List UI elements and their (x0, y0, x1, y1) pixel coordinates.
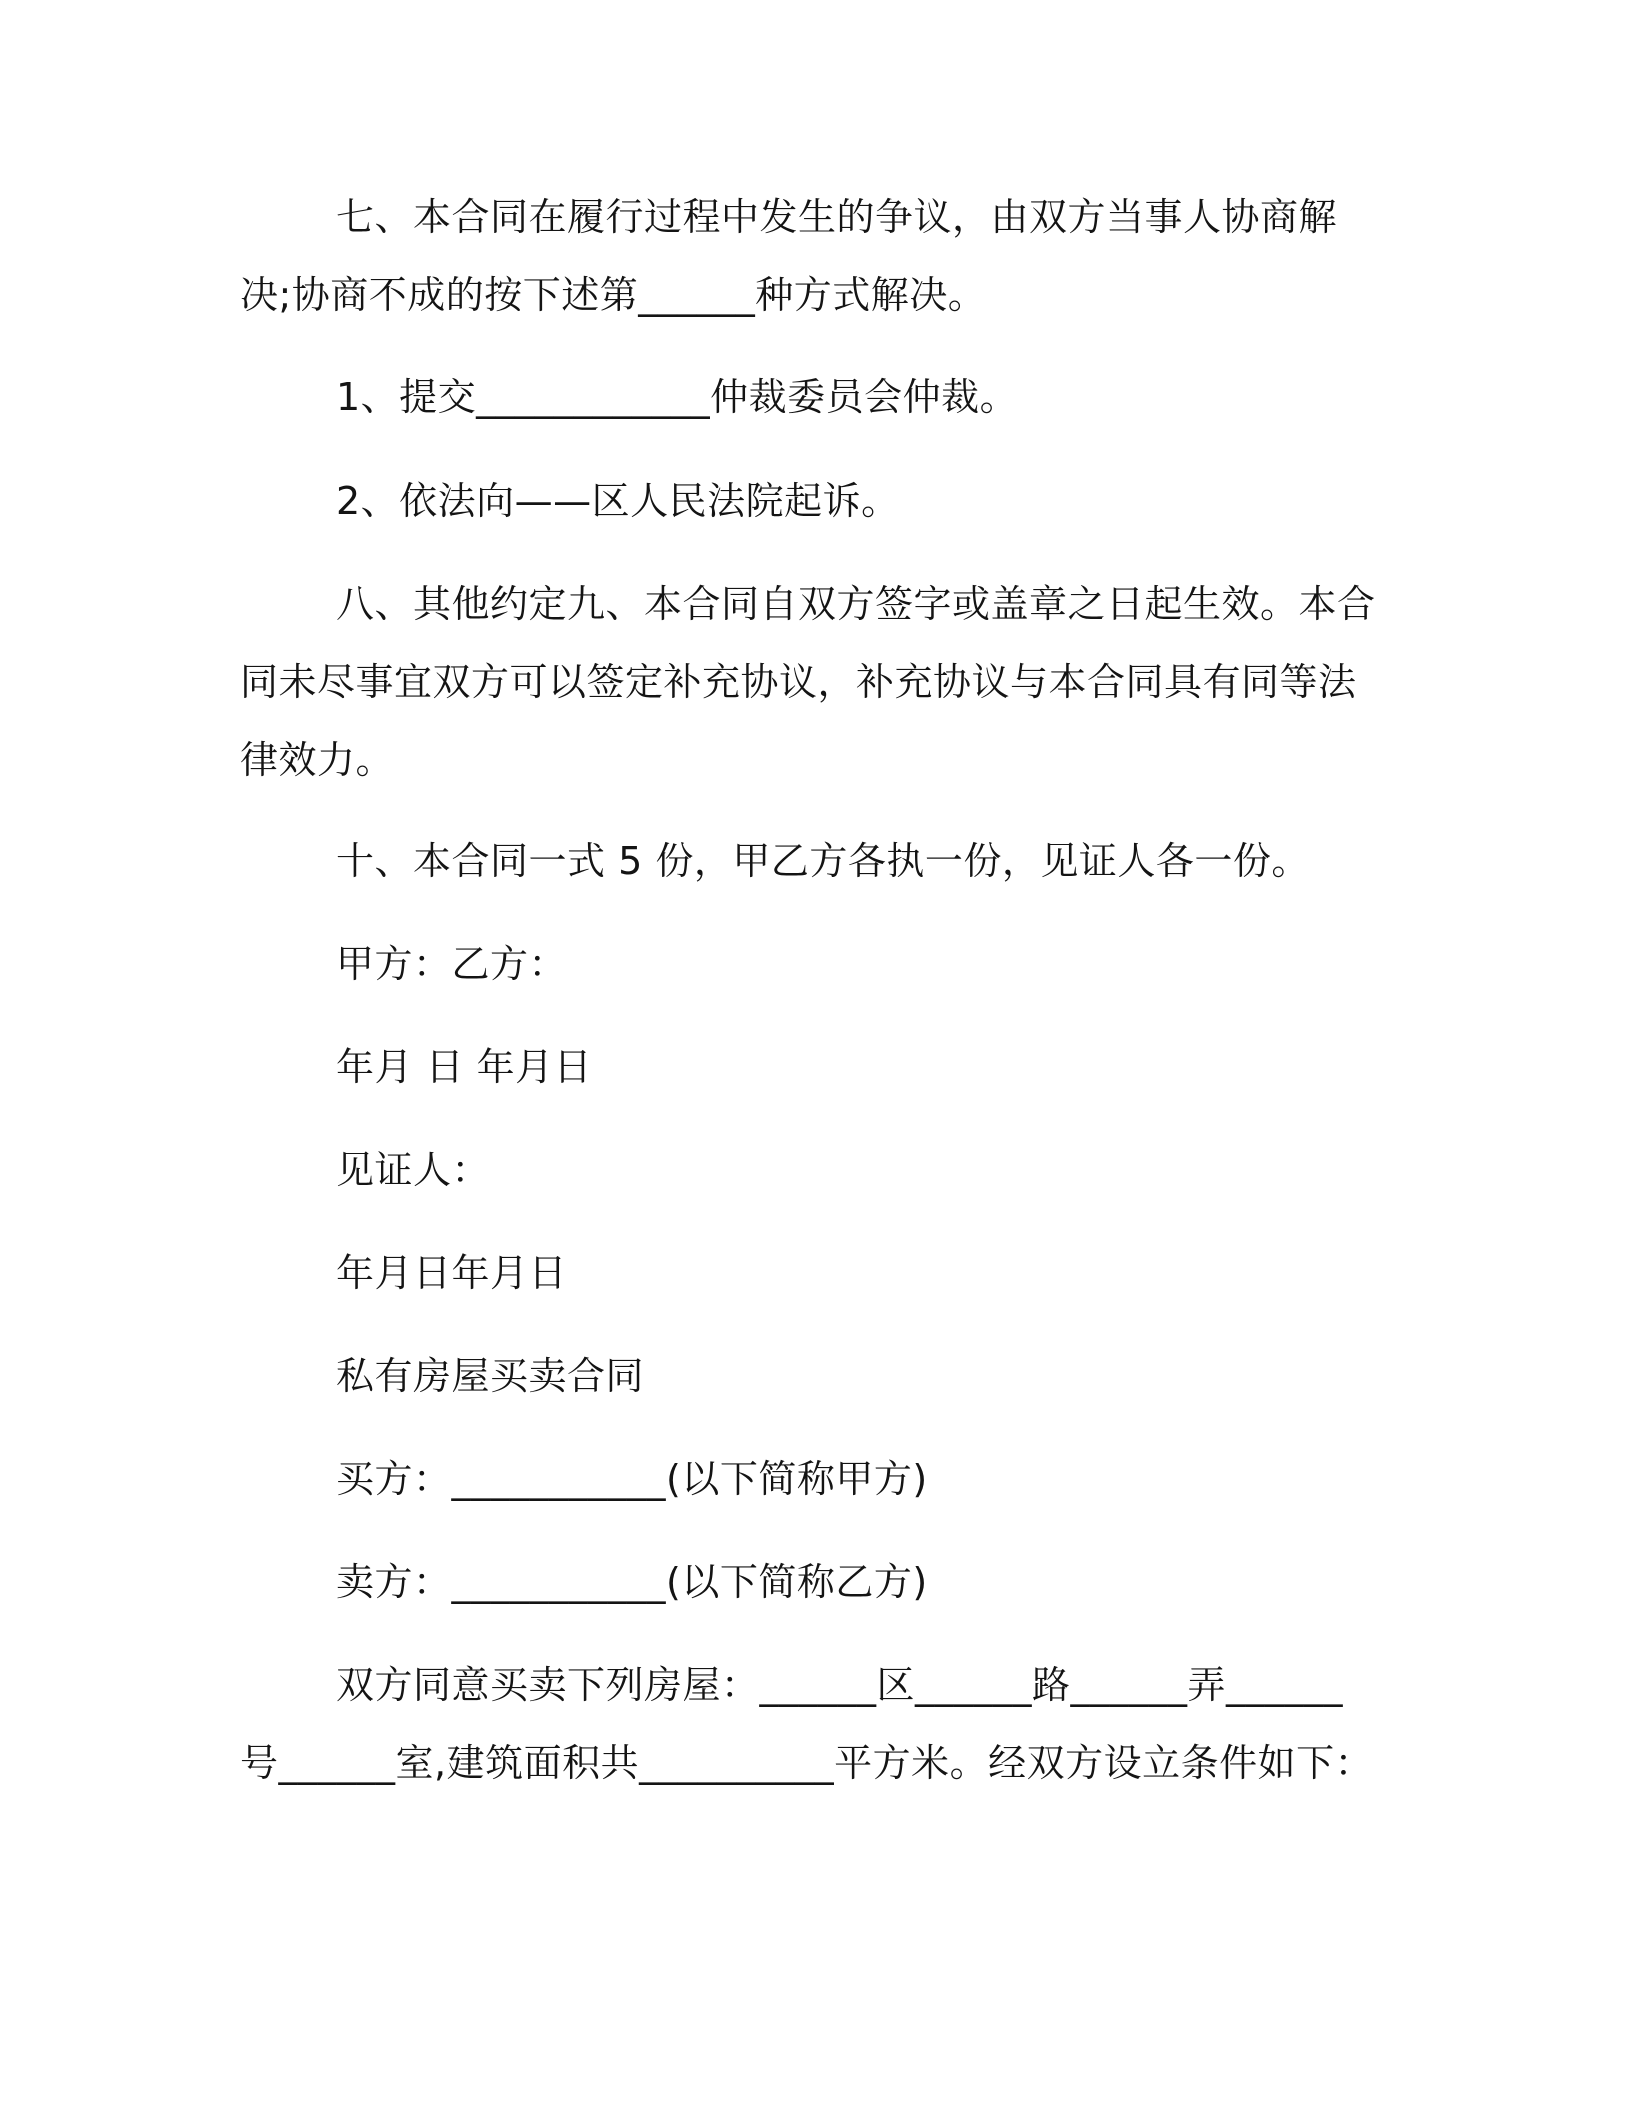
party-a-party-b-signature: 甲方：乙方： (336, 942, 568, 986)
option-1-arbitration: 1、提交____________仲裁委员会仲裁。 (336, 375, 1019, 419)
contract-title: 私有房屋买卖合同 (336, 1354, 645, 1398)
signature-dates: 年月 日 年月日 (336, 1045, 593, 1089)
buyer-line: 买方：___________(以下简称甲方) (336, 1457, 928, 1501)
witness-dates: 年月日年月日 (336, 1251, 568, 1295)
clause-10-copies: 十、本合同一式 5 份，甲乙方各执一份，见证人各一份。 (336, 839, 1310, 883)
clause-7-dispute-resolution: 七、本合同在履行过程中发生的争议，由双方当事人协商解决;协商不成的按下述第______种方式解决。 (240, 195, 1338, 317)
option-2-court: 2、依法向——区人民法院起诉。 (336, 479, 900, 523)
clause-8-9-effectiveness: 八、其他约定九、本合同自双方签字或盖章之日起生效。本合同未尽事宜双方可以签定补充协议，补充协议与本合同具有同等法律效力。 (240, 582, 1376, 782)
property-description: 双方同意买卖下列房屋：______区______路______弄______号______室,建筑面积共__________平方米。经双方设立条件如下： (240, 1663, 1374, 1785)
witness-label: 见证人： (336, 1148, 491, 1192)
seller-line: 卖方：___________(以下简称乙方) (336, 1560, 928, 1604)
